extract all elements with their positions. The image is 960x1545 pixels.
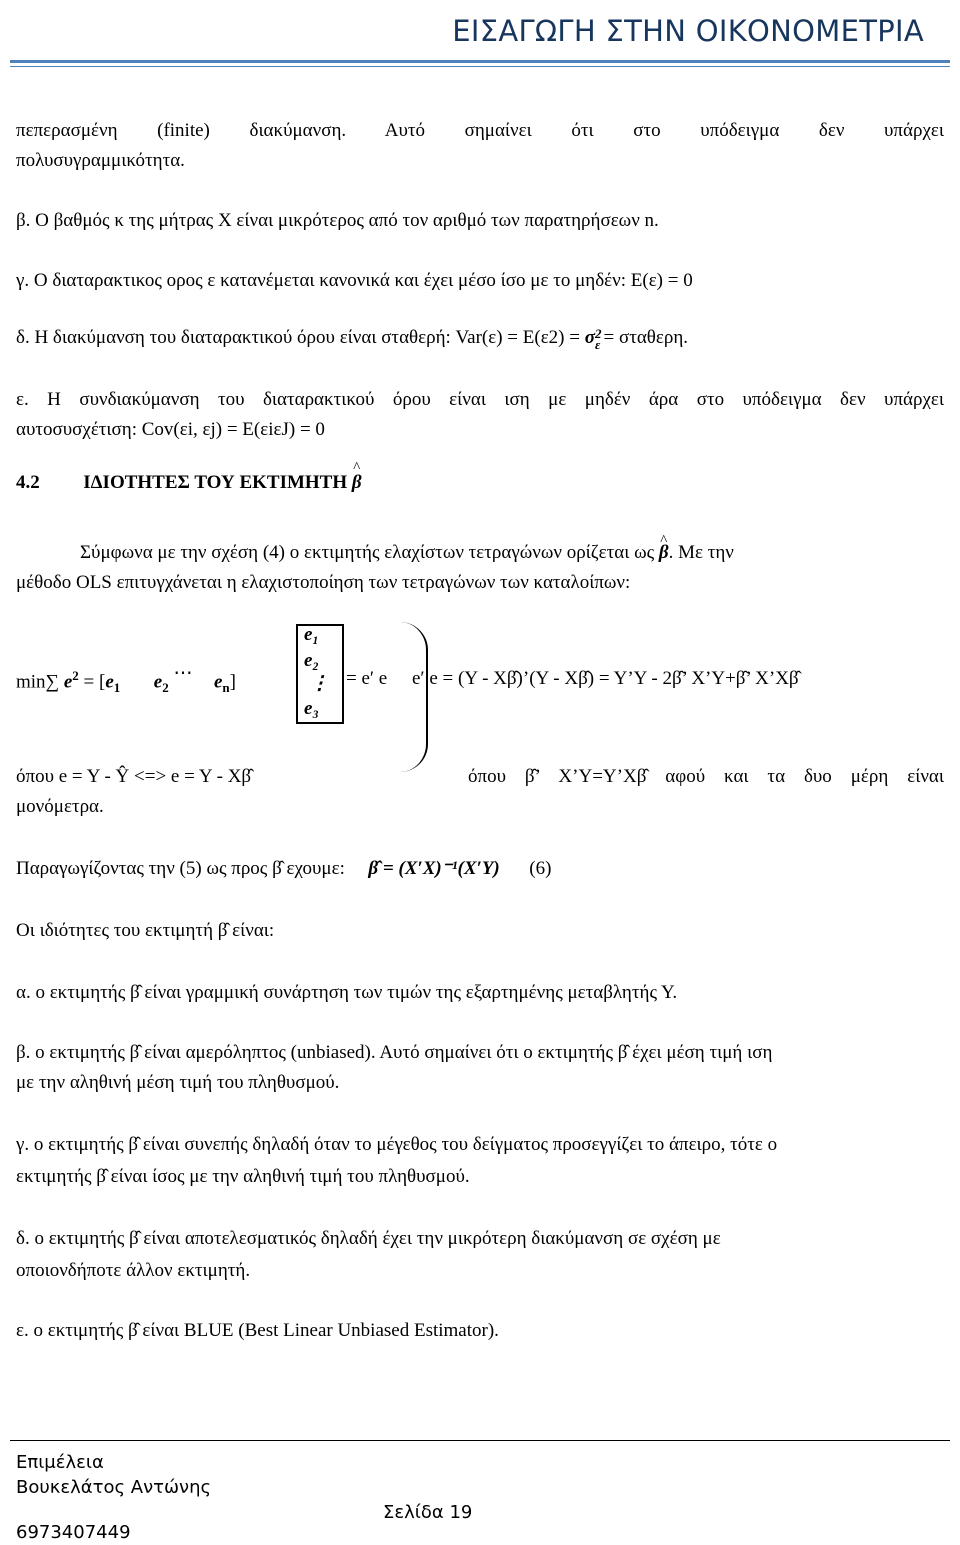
assumption-epsilon-cont: αυτοσυσχέτιση: Cov(εi, εj) = E(εiεJ) = 0: [16, 419, 325, 440]
property-b-cont: με την αληθινή μέση τιμή του πληθυσμού.: [16, 1072, 340, 1093]
grouping-brace: [398, 622, 428, 772]
section-title: ΙΔΙΟΤΗΤΕΣ ΤΟΥ ΕΚΤΙΜΗΤΗ: [83, 472, 348, 493]
property-c-cont: εκτιμητής β̂ είναι ίσος με την αληθινή τιμή του πληθυσμού.: [16, 1166, 470, 1187]
footer-rule: [10, 1440, 950, 1441]
row-e2-sub: 2: [162, 680, 169, 696]
property-b: β. ο εκτιμητής β̂ είναι αμερόληπτος (unbiased). Αυτό σημαίνει ότι ο εκτιμητής β̂ έχει μέση τιμή ιση: [16, 1042, 773, 1063]
row-close-bracket: ]: [229, 671, 236, 693]
beta-hat-symbol: β ^: [352, 472, 362, 494]
assumption-epsilon: ε. Η συνδιακύμανση του διαταρακτικού όρου είναι ιση με μηδέν άρα στο υπόδειγμα δεν υπάρχει: [16, 389, 944, 410]
col-entry: e₁: [304, 624, 320, 645]
col-entry: ⋮: [310, 673, 329, 694]
row-en-sub: n: [222, 680, 230, 696]
equation-number: (6): [529, 858, 552, 879]
header-rule-thick: [10, 60, 950, 63]
col-entry: e₃: [304, 698, 320, 719]
where-right: όπου β̂’ X’Y=Y’Xβ̂ αφού και τα δυο μέρη είναι: [468, 766, 944, 787]
header-rule-thin: [10, 66, 950, 67]
derivation-line: [16, 854, 944, 884]
estimator-formula: β̂ = (X′X)⁻¹(X′Y): [368, 858, 500, 879]
min-label: min: [16, 671, 46, 693]
footer-author: Βουκελάτος Αντώνης: [16, 1477, 212, 1498]
sigma-subscript: ε: [594, 336, 601, 352]
derivation-text: Παραγωγίζοντας την (5) ως προς β̂ εχουμε:: [16, 858, 345, 879]
row-e1: e: [105, 671, 114, 693]
property-d: δ. ο εκτιμητής β̂ είναι αποτελεσματικός δηλαδή έχει την μικρότερη διακύμανση σε σχέση με: [16, 1228, 721, 1249]
section-heading: [16, 472, 362, 494]
paragraph-finite-variance-cont: πολυσυγραμμικότητα.: [16, 150, 185, 171]
col-entry: e₂: [304, 650, 320, 671]
property-a: α. ο εκτιμητής β̂ είναι γραμμική συνάρτηση των τιμών της εξαρτημένης μεταβλητής Υ.: [16, 982, 678, 1003]
assumption-delta: [16, 323, 944, 353]
row-e2: e: [153, 671, 163, 693]
ols-line-2: μέθοδο OLS επιτυγχάνεται η ελαχιστοποίηση των τετραγώνων των καταλοίπων:: [16, 572, 631, 593]
e-symbol: e: [63, 671, 73, 693]
property-c: γ. ο εκτιμητής β̂ είναι συνεπής δηλαδή όταν το μέγεθος του δείγματος προσεγγίζει το άπειρο, τότε ο: [16, 1134, 778, 1155]
assumption-gamma: γ. Ο διαταρακτικος ορος ε κατανέμεται κανονικά και έχει μέσο ίσο με το μηδέν: Ε(ε) = 0: [16, 270, 693, 291]
property-d-cont: οποιονδήποτε άλλον εκτιμητή.: [16, 1260, 251, 1281]
ols-beta-hat: β ^: [659, 538, 669, 568]
matrix-equals-ee: = e′ e: [346, 668, 388, 689]
row-dots: ⋯: [173, 663, 193, 685]
properties-intro: Οι ιδιότητες του εκτιμητή β̂ είναι:: [16, 920, 275, 941]
footer-page-number: Σελίδα 19: [383, 1502, 473, 1523]
row-e1-sub: 1: [113, 680, 121, 696]
ols-text-end: . Με την: [668, 542, 734, 563]
row-en: e: [213, 671, 223, 693]
matrix-rhs: e′ e = (Y - Xβ̂)’(Y - Xβ̂) = Y’Y - 2β̂’ X’Y+β̂’ X’Xβ̂: [412, 668, 799, 689]
assumption-delta-end: = σταθερη.: [603, 327, 689, 348]
sum-symbol: ∑: [45, 671, 60, 693]
header-title: ΕΙΣΑΓΩΓΗ ΣΤΗΝ ΟΙΚΟΝΟΜΕΤΡΙΑ: [452, 14, 924, 48]
assumption-delta-text: δ. Η διακύμανση του διαταρακτικού όρου είναι σταθερή: Var(ε) = Ε(ε2) =: [16, 327, 585, 348]
ols-line-1: [80, 538, 944, 568]
equals-bracket: = [: [83, 671, 106, 693]
assumption-beta: β. Ο βαθμός κ της μήτρας Χ είναι μικρότερος από τον αριθμό των παρατηρήσεων n.: [16, 210, 659, 231]
ols-text: Σύμφωνα με την σχέση (4) ο εκτιμητής ελαχίστων τετραγώνων ορίζεται ως: [80, 542, 655, 563]
where-left: όπου e = Y - Ŷ <=> e = Y - Xβ̂: [16, 766, 252, 787]
paragraph-finite-variance: πεπερασμένη (finite) διακύμανση. Αυτό σημαίνει ότι στο υπόδειγμα δεν υπάρχει: [16, 120, 944, 141]
square-exp: 2: [72, 668, 79, 683]
section-number: 4.2: [16, 472, 40, 493]
sigma-symbol: σ: [584, 327, 595, 348]
property-e: ε. ο εκτιμητής β̂ είναι BLUE (Best Linear Unbiased Estimator).: [16, 1320, 499, 1341]
sigma-superscript: 2: [594, 325, 602, 341]
footer-phone: 6973407449: [16, 1522, 131, 1543]
where-cont: μονόμετρα.: [16, 796, 104, 817]
column-vector: [296, 624, 344, 724]
footer-editor-label: Επιμέλεια: [16, 1452, 104, 1473]
minimization-formula: [16, 663, 236, 696]
